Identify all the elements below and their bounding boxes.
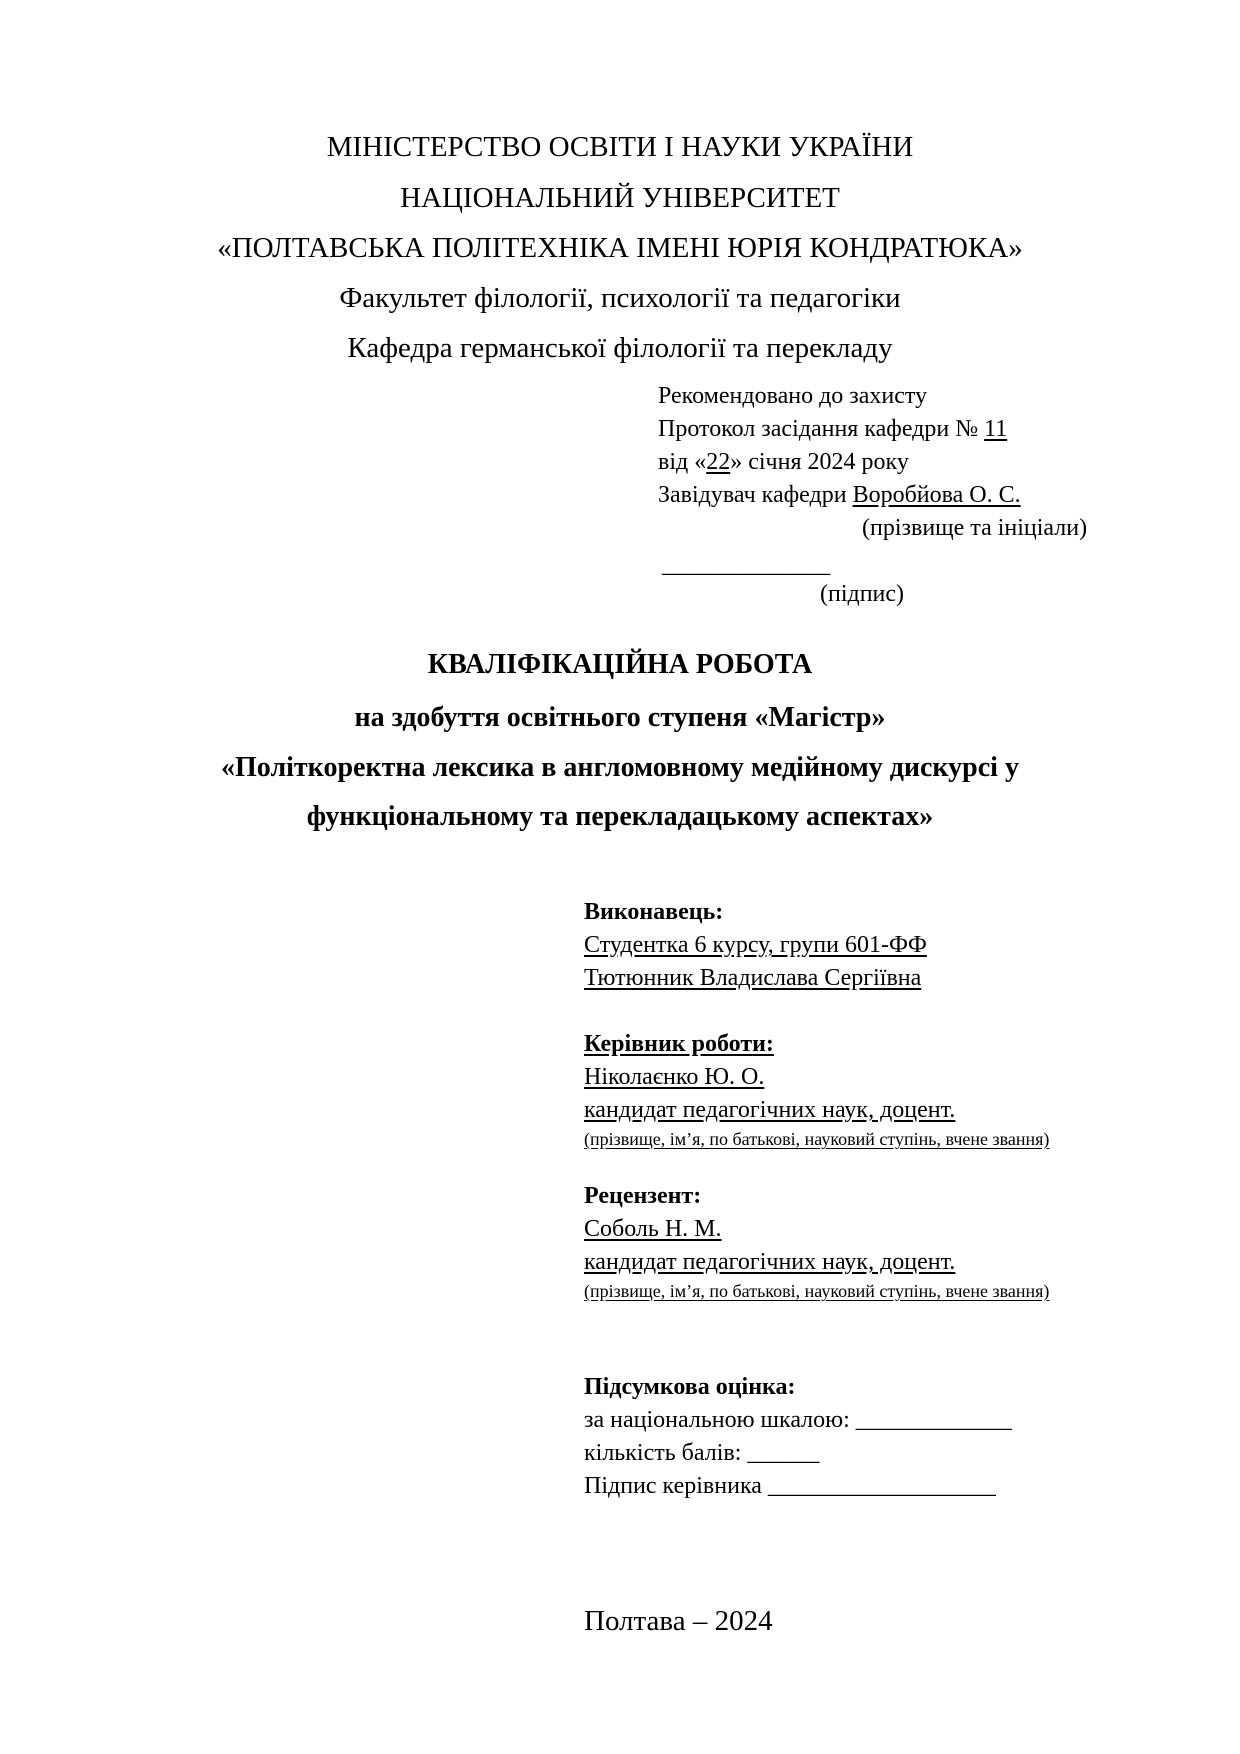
ministry-name: МІНІСТЕРСТВО ОСВІТИ І НАУКИ УКРАЇНИ — [326, 131, 914, 163]
performer-label: Виконавець: — [584, 899, 724, 925]
city-year: Полтава – 2024 — [584, 1605, 773, 1637]
head-prefix: Завідувач кафедри — [658, 482, 853, 508]
date-prefix: від « — [658, 449, 707, 475]
name-hint: (прізвище та ініціали) — [862, 515, 1088, 541]
date-suffix: » січня 2024 року — [730, 449, 909, 475]
reviewer-label: Рецензент: — [584, 1183, 702, 1209]
protocol-prefix: Протокол засідання кафедри № — [658, 416, 985, 442]
grade-label: Підсумкова оцінка: — [584, 1374, 796, 1400]
performer-name: Тютюнник Владислава Сергіївна — [584, 965, 922, 991]
faculty-name: Факультет філології, психології та педагогіки — [339, 282, 901, 314]
reviewer-hint: (прізвище, ім’я, по батькові, науковий ступінь, вчене звання) — [584, 1281, 1050, 1301]
supervisor-label: Керівник роботи: — [584, 1031, 774, 1057]
university-name-line1: НАЦІОНАЛЬНИЙ УНІВЕРСИТЕТ — [400, 182, 840, 214]
university-name-line2: «ПОЛТАВСЬКА ПОЛІТЕХНІКА ІМЕНІ ЮРІЯ КОНДРАТЮКА» — [217, 232, 1023, 264]
signature-line: ______________ — [662, 552, 830, 578]
reviewer-degree: кандидат педагогічних наук, доцент. — [584, 1249, 956, 1275]
performer-group: Студентка 6 курсу, групи 601-ФФ — [584, 932, 927, 958]
reviewer-name: Соболь Н. М. — [584, 1216, 722, 1242]
supervisor-degree: кандидат педагогічних наук, доцент. — [584, 1097, 956, 1123]
thesis-title-line2: функціональному та перекладацькому аспектах» — [306, 801, 934, 832]
department-name: Кафедра германської філології та перекладу — [347, 332, 893, 364]
degree-line: на здобуття освітнього ступеня «Магістр» — [354, 702, 886, 733]
date-day: 22 — [706, 449, 731, 475]
signature-hint: (підпис) — [820, 581, 905, 607]
head-name: Воробйова О. С. — [852, 482, 1021, 508]
protocol-date-line — [658, 448, 909, 476]
department-head-line — [658, 481, 1021, 509]
protocol-number: 11 — [984, 416, 1008, 442]
grade-national-scale: за національною шкалою: _____________ — [584, 1407, 1012, 1433]
recommendation-line: Рекомендовано до захисту — [658, 383, 928, 409]
protocol-line — [658, 415, 1007, 443]
supervisor-name: Ніколаєнко Ю. О. — [584, 1064, 765, 1090]
supervisor-hint: (прізвище, ім’я, по батькові, науковий ступінь, вчене звання) — [584, 1129, 1050, 1149]
work-type-title: КВАЛІФІКАЦІЙНА РОБОТА — [427, 649, 813, 680]
grade-supervisor-signature: Підпис керівника ___________________ — [584, 1473, 996, 1499]
grade-points: кількість балів: ______ — [584, 1440, 820, 1466]
thesis-title-line1: «Політкоректна лексика в англомовному медійному дискурсі у — [221, 752, 1019, 783]
